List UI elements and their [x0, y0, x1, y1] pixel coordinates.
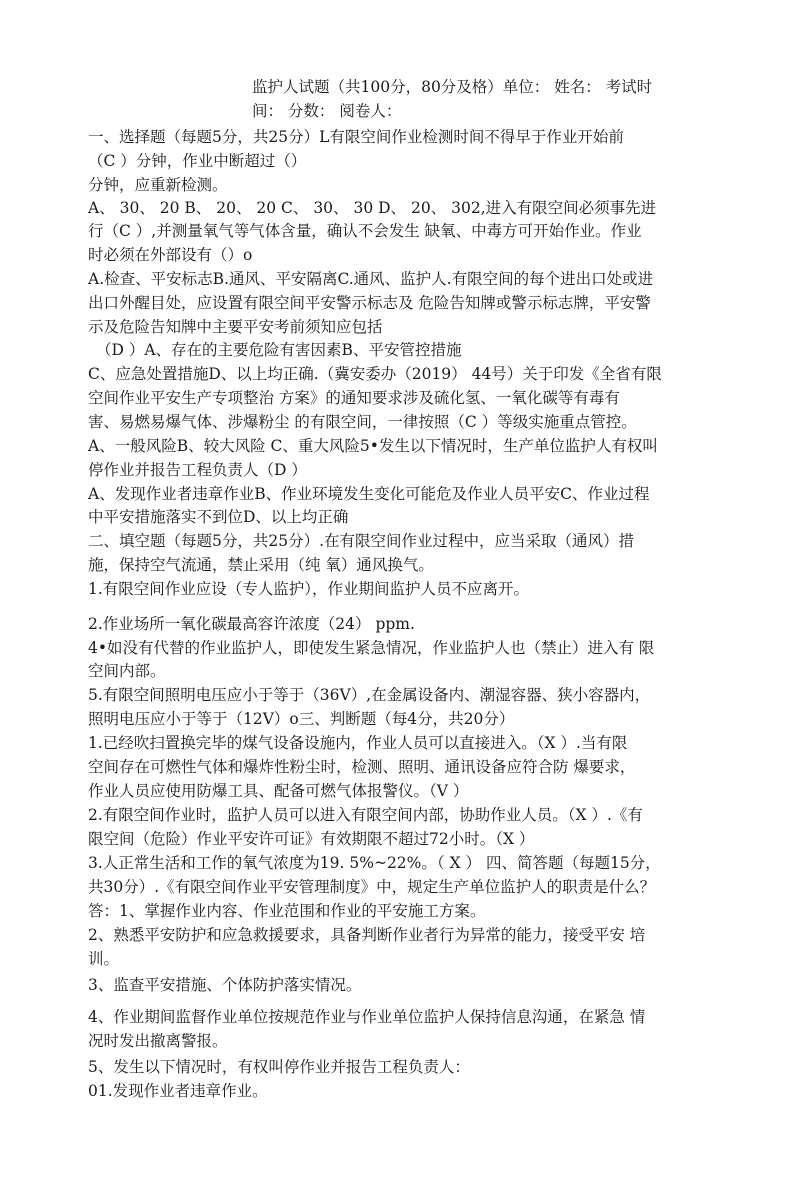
- text-line: 行（C ）,并测量氧气等气体含量，确认不会发生 缺氧、中毒方可开始作业。作业: [88, 222, 642, 240]
- text-line: 照明电压应小于等于（12V）o三、判断题（每4分，共20分）: [88, 710, 515, 728]
- text-line: 出口外醒目处，应设置有限空间平安警示标志及 危险告知牌或警示标志牌，平安警: [88, 294, 651, 312]
- text-line: 停作业并报告工程负责人（D ）: [88, 461, 307, 479]
- section-heading-choice: 一、选择题（每题5分，共25分）L有限空间作业检测时间不得早于作业开始前: [88, 128, 624, 146]
- text-line: 训。: [88, 950, 120, 968]
- text-line: 2.作业场所一氧化碳最高容许浓度（24） ppm.: [88, 615, 415, 633]
- text-line: 时必须在外部设有（）o: [88, 246, 253, 264]
- text-line: 共30分）.《有限空间作业平安管理制度》中，规定生产单位监护人的职责是什么？: [88, 878, 656, 896]
- text-line: A、发现作业者违章作业B、作业环境发生变化可能危及作业人员平安C、作业过程: [88, 485, 650, 503]
- text-line: 空间存在可燃性气体和爆炸性粉尘时，检测、照明、通讯设备应符合防 爆要求，: [88, 758, 636, 776]
- text-line: 分钟，应重新检测。: [88, 176, 228, 194]
- text-line: 中平安措施落实不到位D、以上均正确: [88, 508, 349, 526]
- text-line: 答：1、掌握作业内容、作业范围和作业的平安施工方案。: [88, 902, 486, 920]
- text-line: 施，保持空气流通，禁止采用（纯 氧）通风换气。: [88, 556, 434, 574]
- text-line: 3、监查平安措施、个体防护落实情况。: [88, 976, 362, 994]
- text-line: 空间作业平安生产专项整治 方案》的通知要求涉及硫化氢、一氧化碳等有毒有: [88, 389, 620, 407]
- text-line: 空间内部。: [88, 662, 166, 680]
- text-line: （D ）A、存在的主要危险有害因素B、平安管控措施: [96, 341, 462, 359]
- text-line: C、应急处置措施D、以上均正确.（冀安委办（2019） 44号）关于印发《全省有限: [88, 365, 662, 383]
- text-line: 害、易燃易爆气体、涉爆粉尘 的有限空间，一律按照（C ）等级实施重点管控。: [88, 413, 637, 431]
- text-line: 1.已经吹扫置换完毕的煤气设备设施内，作业人员可以直接进入。（X ）.当有限: [88, 734, 628, 752]
- text-line: A、 30、 20 B、 20、 20 C、 30、 30 D、 20、 302,进入有限空间必须事先进: [88, 199, 657, 217]
- text-line: 示及危险告知牌中主要平安考前须知应包括: [88, 318, 383, 336]
- text-line: 况时发出撤离警报。: [88, 1032, 228, 1050]
- text-line: 作业人员应使用防爆工具、配备可燃气体报警仪。（V ）: [88, 782, 469, 800]
- section-heading-fill: 二、填空题（每题5分，共25分）.在有限空间作业过程中，应当采取（通风）措: [88, 532, 635, 550]
- text-line: 1.有限空间作业应设（专人监护），作业期间监护人员不应离开。: [88, 580, 530, 598]
- header-line-2: 间： 分数： 阅卷人：: [252, 102, 402, 120]
- header-line-1: 监护人试题（共100分，80分及格）单位： 姓名： 考试时: [252, 78, 653, 96]
- text-line: 限空间（危险）作业平安许可证》有效期限不超过72小时。（X ）: [88, 830, 535, 848]
- text-line: 4•如没有代替的作业监护人，即使发生紧急情况，作业监护人也（禁止）进入有 限: [88, 639, 655, 657]
- text-line: 5.有限空间照明电压应小于等于（36V）,在金属设备内、潮湿容器、狭小容器内，: [88, 686, 651, 704]
- text-line: 2.有限空间作业时，监护人员可以进入有限空间内部，协助作业人员。（X ）.《有: [88, 806, 643, 824]
- text-line: 4、作业期间监督作业单位按规范作业与作业单位监护人保持信息沟通，在紧急 情: [88, 1008, 646, 1026]
- text-line: （C ）分钟，作业中断超过（）: [88, 152, 307, 170]
- text-line: 3.人正常生活和工作的氧气浓度为19. 5%~22%。（ X ） 四、简答题（每题15分，: [88, 854, 661, 872]
- text-line: 5、发生以下情况时，有权叫停作业并报告工程负责人：: [88, 1058, 470, 1076]
- text-line: A、一般风险B、较大风险 C、重大风险5•发生以下情况时，生产单位监护人有权叫: [88, 437, 658, 455]
- text-line: A.检查、平安标志B.通风、平安隔离C.通风、监护人.有限空间的每个进出口处或进: [88, 270, 654, 288]
- text-line: 2、熟悉平安防护和应急救援要求，具备判断作业者行为异常的能力，接受平安 培: [88, 926, 646, 944]
- text-line: 01.发现作业者违章作业。: [88, 1082, 268, 1100]
